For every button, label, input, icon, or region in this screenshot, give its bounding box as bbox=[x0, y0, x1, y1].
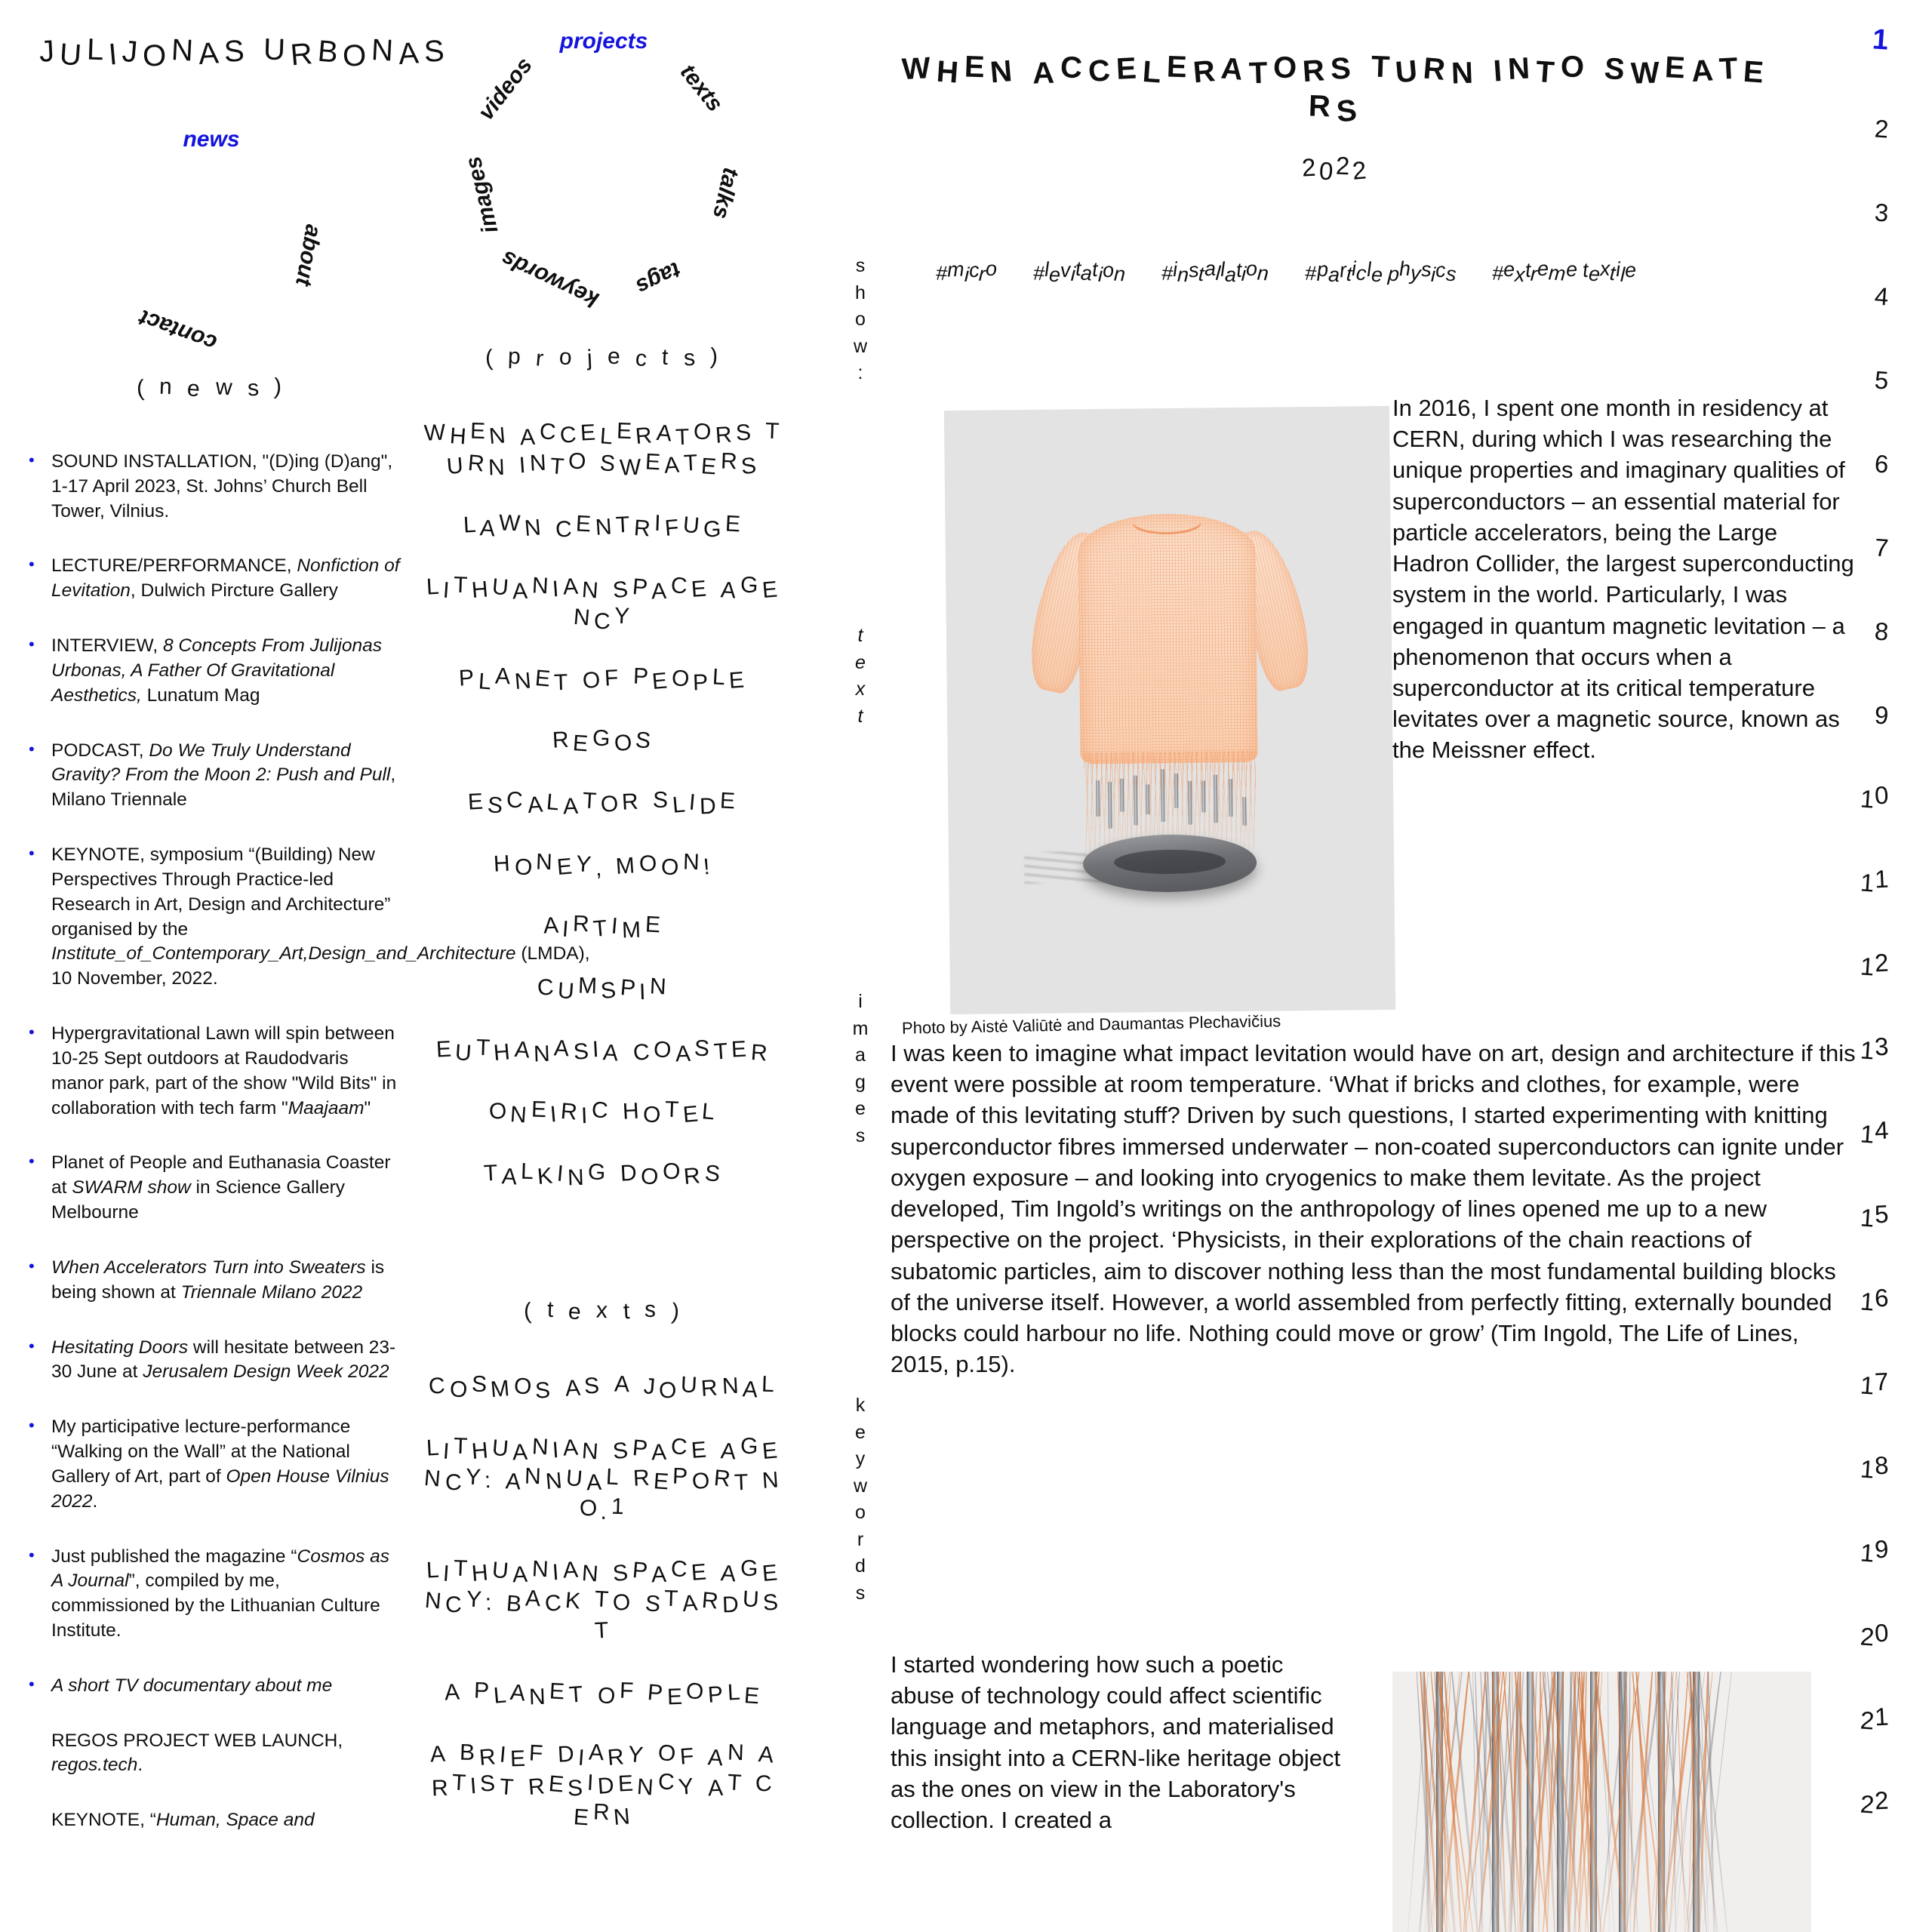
paragraph-2: I was keen to imagine what impact levitation would have on art, design and architecture if this event were possible at room temperature. ‘What if bricks and clothes, for example, were made of this levitating stuff? Driven by such questions, I started experimenting with knitting superconductor fibres immersed underwater – non-coated superconductors can ignite under oxygen exposure – and looking into cryogenics to make them levitate. As the project developed, Tim Ingold’s writings on the anthropology of lines opened me up to a new perspective on the project. ‘Physicists, in their explorations of the chain reactions of subatomic particles, aim to discover nothing less than the most fundamental building blocks of the universe itself. However, a world assembled from perfectly fitting, externally bounded blocks could harbour no life. Nothing could move or grow’ (Tim Ingold, The Life of Lines, 2015, p.15). bbox=[891, 1040, 1856, 1378]
metal-disc-base bbox=[1083, 834, 1257, 893]
disc-pin bbox=[1096, 780, 1100, 817]
pagination-page-21[interactable]: 21 bbox=[1860, 1702, 1889, 1735]
nav-item-talks[interactable]: talks bbox=[707, 165, 744, 222]
news-item[interactable]: • Hesitating Doors will hesitate between 23-30 June at Jerusalem Design Week 2022 bbox=[23, 1336, 400, 1386]
texts-heading: ( t e x t s ) bbox=[523, 1297, 685, 1326]
disc-pin bbox=[1120, 779, 1124, 812]
nav-item-keywords[interactable]: keywords bbox=[497, 245, 603, 313]
tag-levitation[interactable]: #levitation bbox=[1032, 257, 1126, 287]
pagination-page-7[interactable]: 7 bbox=[1873, 533, 1890, 562]
news-item-emphasis: Cosmos as A Journal bbox=[51, 1546, 390, 1592]
disc-pin bbox=[1201, 781, 1205, 813]
pagination-page-11[interactable]: 11 bbox=[1860, 864, 1889, 897]
nav-item-contact[interactable]: contact bbox=[135, 304, 220, 356]
disc-pin bbox=[1214, 774, 1218, 823]
news-item-emphasis: SWARM show bbox=[72, 1177, 191, 1198]
pagination-page-19[interactable]: 19 bbox=[1860, 1534, 1889, 1567]
project-list-item[interactable]: LITHUANIAN SPACE AGENCY bbox=[426, 572, 783, 635]
pagination-page-12[interactable]: 12 bbox=[1860, 948, 1889, 981]
nav-item-texts[interactable]: texts bbox=[675, 59, 728, 117]
news-item[interactable]: • Just published the magazine “Cosmos as A Journal”, compiled by me, commissioned by the Lithuanian Culture Institute. bbox=[23, 1545, 400, 1644]
text-list-item[interactable]: A PLANET OF PEOPLE bbox=[443, 1678, 764, 1710]
projects-list bbox=[423, 420, 785, 1189]
news-item[interactable]: • SOUND INSTALLATION, "(D)ing (D)ang", 1-17 April 2023, St. Johns’ Church Bell Tower, Vilnius. bbox=[23, 450, 400, 524]
sweater-body bbox=[1078, 513, 1257, 764]
pagination-page-20[interactable]: 20 bbox=[1860, 1618, 1889, 1651]
disc-pin bbox=[1161, 769, 1165, 822]
page-title: JULIJONAS URBONAS bbox=[38, 32, 451, 73]
nav-item-images[interactable]: images bbox=[460, 154, 503, 236]
project-text-column-right bbox=[1392, 392, 1860, 789]
pagination-page-10[interactable]: 10 bbox=[1860, 780, 1889, 814]
text-list-item[interactable]: COSMOS AS A JOURNAL bbox=[428, 1372, 780, 1404]
paragraph-3: I started wondering how such a poetic abuse of technology could affect scientific language and metaphors, and materialised this insight into a CERN-like heritage object as the ones on view in the Laboratory's collection. I created a bbox=[891, 1651, 1341, 1834]
news-item[interactable]: • INTERVIEW, 8 Concepts From Julijonas Urbonas, A Father Of Gravitational Aesthetics, Lunatum Mag bbox=[23, 634, 400, 708]
pagination-page-8[interactable]: 8 bbox=[1873, 617, 1890, 646]
artwork-photo-sweater bbox=[944, 406, 1395, 1014]
news-list bbox=[23, 450, 590, 1833]
project-list-item[interactable]: ONEIRIC HOTEL bbox=[488, 1097, 720, 1128]
text-list-item[interactable]: LITHUANIAN SPACE AGENCY: BACK TO STARDUST bbox=[423, 1555, 783, 1644]
texts-list bbox=[423, 1373, 785, 1831]
section-circular-nav bbox=[453, 15, 755, 317]
rail-label-keywords: k e y w o r d s bbox=[853, 1395, 868, 1604]
projects-heading: ( p r o j e c t s ) bbox=[485, 343, 723, 372]
news-item-emphasis: Nonfiction of Levitation bbox=[51, 555, 400, 601]
text-list-item[interactable]: A BRIEF DIARY OF AN ARTIST RESIDENCY AT CERN bbox=[429, 1740, 779, 1832]
project-year: 2022 bbox=[1301, 151, 1371, 186]
nav-item-about[interactable]: about bbox=[291, 222, 326, 288]
projects-column bbox=[423, 343, 785, 1863]
project-list-item[interactable]: LAWN CENTRIFUGE bbox=[462, 510, 746, 543]
tag-micro[interactable]: #micro bbox=[935, 257, 998, 287]
news-item-emphasis: Hesitating Doors bbox=[51, 1337, 189, 1358]
news-item-emphasis: regos.tech bbox=[51, 1755, 138, 1776]
project-tag-list bbox=[935, 257, 1826, 287]
primary-circular-nav bbox=[91, 127, 332, 356]
pagination-page-9[interactable]: 9 bbox=[1873, 700, 1890, 730]
pagination-page-16[interactable]: 16 bbox=[1860, 1283, 1889, 1316]
news-item-emphasis: A short TV documentary about me bbox=[51, 1675, 333, 1696]
news-item[interactable]: • My participative lecture-performance “Walking on the Wall” at the National Gallery of Art, part of Open House Vilnius 2022. bbox=[23, 1415, 400, 1514]
news-item-emphasis: Human, Space and bbox=[155, 1810, 315, 1831]
disc-pin bbox=[1174, 774, 1178, 808]
text-list-item[interactable]: LITHUANIAN SPACE AGENCY: ANNUAL REPORT NO.1 bbox=[423, 1433, 784, 1525]
news-item[interactable]: REGOS PROJECT WEB LAUNCH, regos.tech. bbox=[51, 1730, 343, 1776]
project-list-item[interactable]: WHEN ACCELERATORS TURN INTO SWEATERS bbox=[423, 418, 784, 481]
tag-extreme-textile[interactable]: #extreme textile bbox=[1491, 257, 1638, 287]
nav-item-news[interactable]: news bbox=[183, 127, 240, 152]
section-spacer bbox=[423, 1221, 785, 1300]
project-list-item[interactable]: AIRTIME bbox=[543, 911, 665, 943]
tag-particle-physics[interactable]: #particle physics bbox=[1304, 257, 1457, 287]
nav-item-projects[interactable]: projects bbox=[559, 29, 648, 54]
news-item[interactable]: • PODCAST, Do We Truly Understand Gravity? From the Moon 2: Push and Pull, Milano Triennale bbox=[23, 739, 400, 813]
news-item-emphasis: Institute_of_Contemporary_Art,Design_and_Architecture bbox=[51, 943, 521, 964]
news-item-emphasis: When Accelerators Turn into Sweaters bbox=[51, 1257, 366, 1278]
project-list-item[interactable]: REGOS bbox=[552, 725, 657, 758]
disc-pin bbox=[1108, 782, 1112, 829]
disc-pin bbox=[1188, 781, 1192, 825]
disc-pins bbox=[944, 406, 1389, 411]
news-item-emphasis: Jerusalem Design Week 2022 bbox=[143, 1361, 389, 1383]
project-text-column-narrow bbox=[891, 1649, 1343, 1858]
nav-item-videos[interactable]: videos bbox=[473, 53, 537, 125]
project-list-item[interactable]: EUTHANASIA COASTER bbox=[435, 1035, 773, 1067]
project-list-item[interactable]: CUMSPIN bbox=[536, 973, 672, 1005]
pagination-page-15[interactable]: 15 bbox=[1860, 1199, 1889, 1232]
pagination-page-14[interactable]: 14 bbox=[1860, 1115, 1889, 1149]
project-list-item[interactable]: TALKING DOORS bbox=[482, 1158, 725, 1191]
pagination-page-13[interactable]: 13 bbox=[1860, 1032, 1889, 1065]
disc-pin bbox=[1242, 797, 1246, 826]
news-item-emphasis: Open House Vilnius 2022 bbox=[51, 1466, 389, 1512]
pagination-page-2[interactable]: 2 bbox=[1873, 114, 1890, 143]
news-item-emphasis: Triennale Milano 2022 bbox=[180, 1281, 363, 1303]
rail-label-images: i m a g e s bbox=[852, 991, 869, 1146]
tag-installation[interactable]: #installation bbox=[1160, 257, 1270, 287]
pagination-page-18[interactable]: 18 bbox=[1860, 1451, 1889, 1484]
news-heading: ( n e w s ) bbox=[136, 374, 287, 402]
paragraph-1: In 2016, I spent one month in residency at CERN, during which I was researching the unique properties and imaginary qualities of superconductors – an essential material for particle accelerators, being the Large Hadron Collider, the largest superconducting system in the world. Particularly, I was engaged in quantum magnetic levitation – a phenomenon that occurs when a superconductor at its critical temperature levitates over a magnetic source, known as the Meissner effect. bbox=[1392, 395, 1854, 764]
project-text-column-wide bbox=[891, 1038, 1860, 1402]
news-item[interactable]: • When Accelerators Turn into Sweaters is being shown at Triennale Milano 2022 bbox=[23, 1256, 400, 1306]
disc-pin bbox=[1229, 779, 1233, 817]
pagination-page-3[interactable]: 3 bbox=[1873, 198, 1890, 227]
artwork-photo-fibres bbox=[1392, 1672, 1811, 1932]
project-list-item[interactable]: ESCALATOR SLIDE bbox=[467, 787, 740, 820]
news-item[interactable]: • Planet of People and Euthanasia Coaster at SWARM show in Science Gallery Melbourne bbox=[23, 1151, 400, 1225]
disc-pin bbox=[1146, 784, 1149, 814]
nav-item-tags[interactable]: tags bbox=[632, 257, 685, 300]
rail-label-text: t e x t bbox=[855, 625, 866, 727]
pagination-current-page[interactable]: 1 bbox=[1871, 23, 1890, 57]
pagination-page-17[interactable]: 17 bbox=[1860, 1367, 1889, 1400]
project-list-item[interactable]: PLANET OF PEOPLE bbox=[458, 664, 749, 696]
pagination-page-6[interactable]: 6 bbox=[1873, 449, 1890, 478]
pagination-page-22[interactable]: 22 bbox=[1860, 1786, 1889, 1819]
news-item[interactable]: KEYNOTE, “Human, Space and bbox=[51, 1810, 315, 1831]
disc-pin bbox=[1134, 775, 1138, 825]
project-list-item[interactable]: HONEY, MOON! bbox=[493, 849, 715, 881]
news-item-emphasis: Do We Truly Understand Gravity? From the Moon 2: Push and Pull bbox=[51, 740, 391, 786]
news-item[interactable]: • Hypergravitational Lawn will spin between 10-25 Sept outdoors at Raudodvaris manor park, part of the show "Wild Bits" in collaboration with tech farm "Maajaam" bbox=[23, 1022, 400, 1121]
pagination-page-5[interactable]: 5 bbox=[1873, 365, 1890, 395]
hero-image-caption: Photo by Aistė Valiūtė and Daumantas Plechavičius bbox=[901, 1011, 1281, 1038]
pagination-page-4[interactable]: 4 bbox=[1873, 281, 1890, 311]
news-column bbox=[23, 374, 590, 1863]
news-item[interactable]: • KEYNOTE, symposium “(Building) New Perspectives Through Practice-led Research in Art, Design and Architecture” organised by the Institute_of_Contemporary_Art,Design_and_Architecture (LMDA), 10 November, 2022. bbox=[23, 843, 400, 992]
news-item[interactable]: • LECTURE/PERFORMANCE, Nonfiction of Levitation, Dulwich Pircture Gallery bbox=[23, 554, 400, 604]
news-item-emphasis: Maajaam bbox=[288, 1097, 365, 1118]
news-item[interactable] bbox=[23, 1674, 400, 1699]
hero-figure bbox=[947, 408, 1392, 1012]
news-item-emphasis: 8 Concepts From Julijonas Urbonas, A Father Of Gravitational Aesthetics, bbox=[51, 635, 382, 706]
project-title: WHEN ACCELERATORS TURN INTO SWEATERS bbox=[900, 50, 1771, 129]
rail-label-show: s h o w : bbox=[853, 255, 868, 383]
